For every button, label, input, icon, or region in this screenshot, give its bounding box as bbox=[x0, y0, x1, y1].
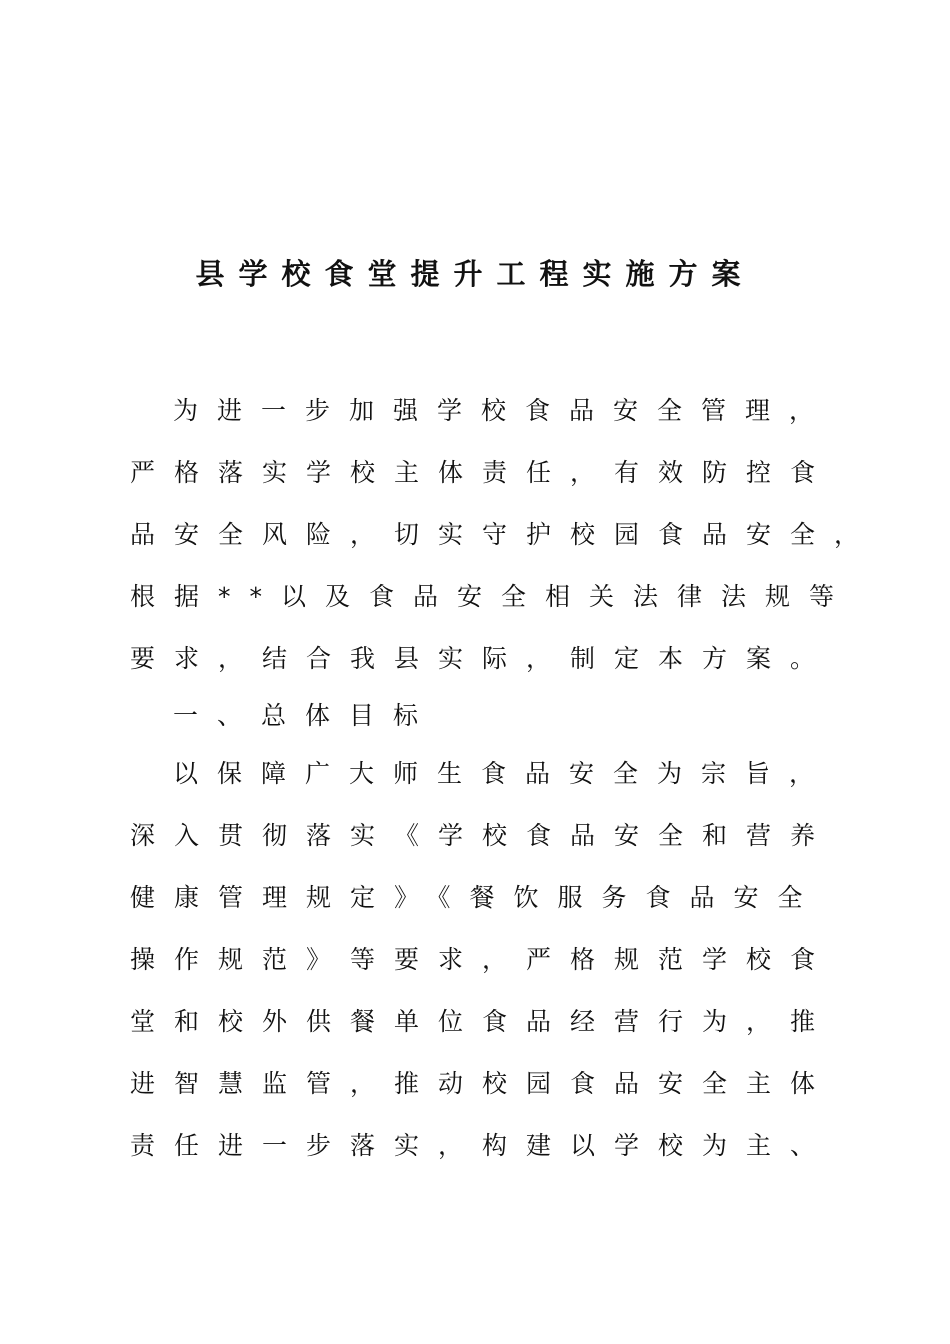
paragraph-line: 健康管理规定》《餐饮服务食品安全 bbox=[130, 883, 822, 912]
paragraph-line: 严格落实学校主体责任，有效防控食 bbox=[130, 458, 835, 487]
paragraph-line: 为进一步加强学校食品安全管理， bbox=[173, 396, 834, 425]
paragraph-line: 品安全风险，切实守护校园食品安全， bbox=[130, 520, 879, 549]
paragraph-line: 以保障广大师生食品安全为宗旨， bbox=[173, 759, 834, 788]
paragraph-line: 堂和校外供餐单位食品经营行为，推 bbox=[130, 1007, 835, 1036]
section-heading: 一、总体目标 bbox=[173, 701, 438, 730]
paragraph-line: 根据**以及食品安全相关法律法规等 bbox=[130, 582, 854, 611]
document-title: 县学校食堂提升工程实施方案 bbox=[195, 257, 755, 291]
paragraph-line: 责任进一步落实，构建以学校为主、 bbox=[130, 1131, 835, 1160]
paragraph-line: 操作规范》等要求，严格规范学校食 bbox=[130, 945, 835, 974]
paragraph-line: 要求，结合我县实际，制定本方案。 bbox=[130, 644, 835, 673]
paragraph-line: 进智慧监管，推动校园食品安全主体 bbox=[130, 1069, 835, 1098]
paragraph-line: 深入贯彻落实《学校食品安全和营养 bbox=[130, 821, 835, 850]
